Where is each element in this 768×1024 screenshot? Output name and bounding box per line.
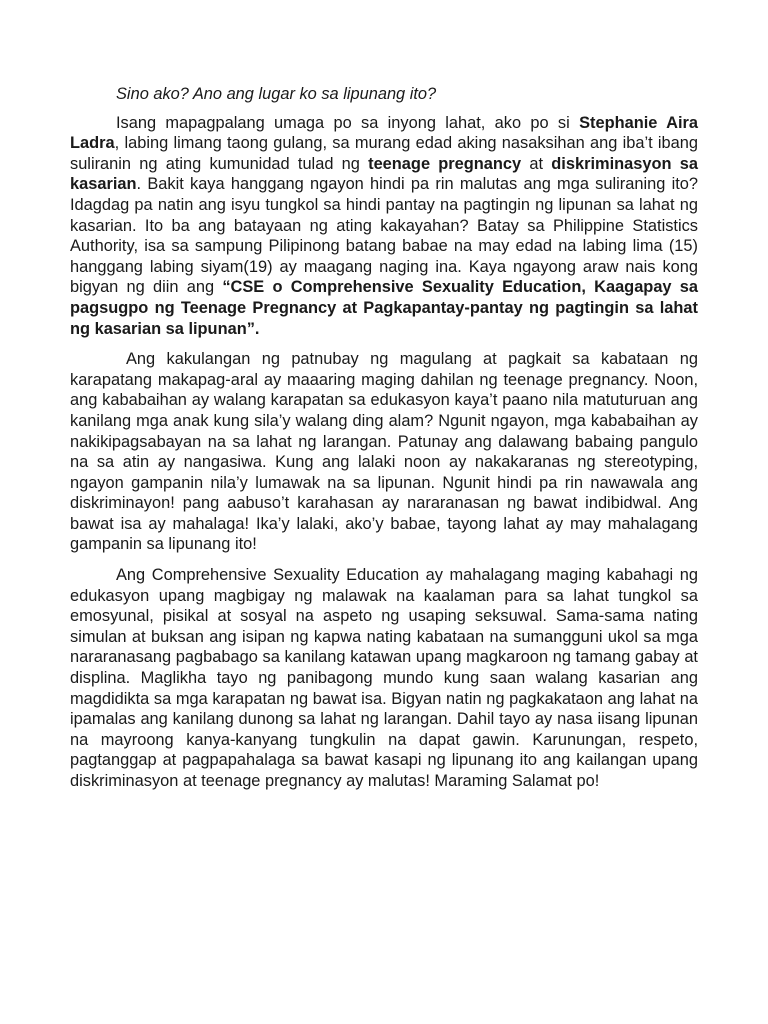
document-heading: Sino ako? Ano ang lugar ko sa lipunang ito? — [116, 85, 437, 103]
intro-text-3: at — [521, 154, 552, 173]
intro-text-1: Isang mapagpalang umaga po sa inyong lahat, ako po si — [116, 113, 580, 132]
issue-teenage-pregnancy: teenage pregnancy — [368, 154, 522, 173]
speech-theme: “CSE o Comprehensive Sexuality Education, Kaagapay sa pagsugpo ng Teenage Pregnancy at Pagkapantay-pantay ng pagtingin sa lahat ng kasarian sa lipunan”. — [70, 278, 699, 338]
paragraph-conclusion: Ang Comprehensive Sexuality Education ay mahalagang maging kabahagi ng edukasyon upang magbigay ng malawak na kaalaman para sa lahat tungkol sa emosyunal, pisikal at sosyal na aspeto ng usaping seksuwal. Sama-sama nating simulan at buksan ang isipan ng kapwa nating kabataan na sumangguni ukol sa mga nararanasang pagbabago sa kanilang katawan upang magkaroon ng tamang gabay at displina. Maglikha tayo ng panibagong mundo kung saan walang kasarian ang magdidikta sa mga karapatan ng bawat isa. Bigyan natin ng pagkakataon ang lahat na ipamalas ang kanilang dunong sa lahat ng larangan. Dahil tayo ay nasa iisang lipunan na mayroong kanya-kanyang tungkulin na dapat gawin. Karunungan, respeto, pagtanggap at pagpapahalaga sa bawat kasapi ng lipunang ito ang kailangan upang diskriminasyon at teenage pregnancy ay malutas! Maraming Salamat po! — [70, 566, 698, 790]
intro-text-2: , labing limang taong gulang, sa murang edad aking nasaksihan ang iba’t ibang suliranin ng ating kumunidad tulad ng — [70, 134, 698, 173]
issue-gender-discrimination: diskriminasyon sa kasarian — [70, 154, 698, 194]
speaker-name: Stephanie Aira Ladra — [70, 113, 698, 153]
paragraph-body: Ang kakulangan ng patnubay ng magulang at pagkait sa kabataan ng karapatang makapag-aral ay maaaring maging dahilan ng teenage pregnancy. Noon, ang kababaihan ay walang karapatan sa edukasyon kaya’t paano nila matuturuan ang kanilang mga anak kung sila’y walang ding alam? Ngunit ngayon, mga kababaihan ay nakikipagsabayan na sa lahat ng larangan. Patunay ang dalawang babaing pangulo na sa atin ay nangasiwa. Kung ang lalaki noon ay nakakaranas ng stereotyping, ngayon gampanin nila’y lumawak na sa lipunan. Ngunit hindi pa rin nawawala ang diskriminayon! pang aabuso’t karahasan ay nararanasan ng bawat indibidwal. Ang bawat isa ay mahalaga! Ika’y lalaki, ako’y babae, tayong lahat ay may mahalagang gampanin sa lipunang ito! — [70, 350, 698, 554]
intro-text-4: . Bakit kaya hanggang ngayon hindi pa rin malutas ang mga suliraning ito? Idagdag pa natin ang isyu tungkol sa hindi pantay na pagtingin ng lipunan sa lahat ng kasarian. Ito ba ang batayaan ng ating kakayahan? Batay sa Philippine Statistics Authority, isa sa sampung Pilipinong batang babae na may edad na labing lima (15) hanggang labing siyam(19) ay maagang naging ina. Kaya ngayong araw nais kong bigyan ng diin ang — [70, 175, 698, 297]
document-page — [70, 84, 698, 802]
paragraph-introduction — [70, 113, 698, 340]
